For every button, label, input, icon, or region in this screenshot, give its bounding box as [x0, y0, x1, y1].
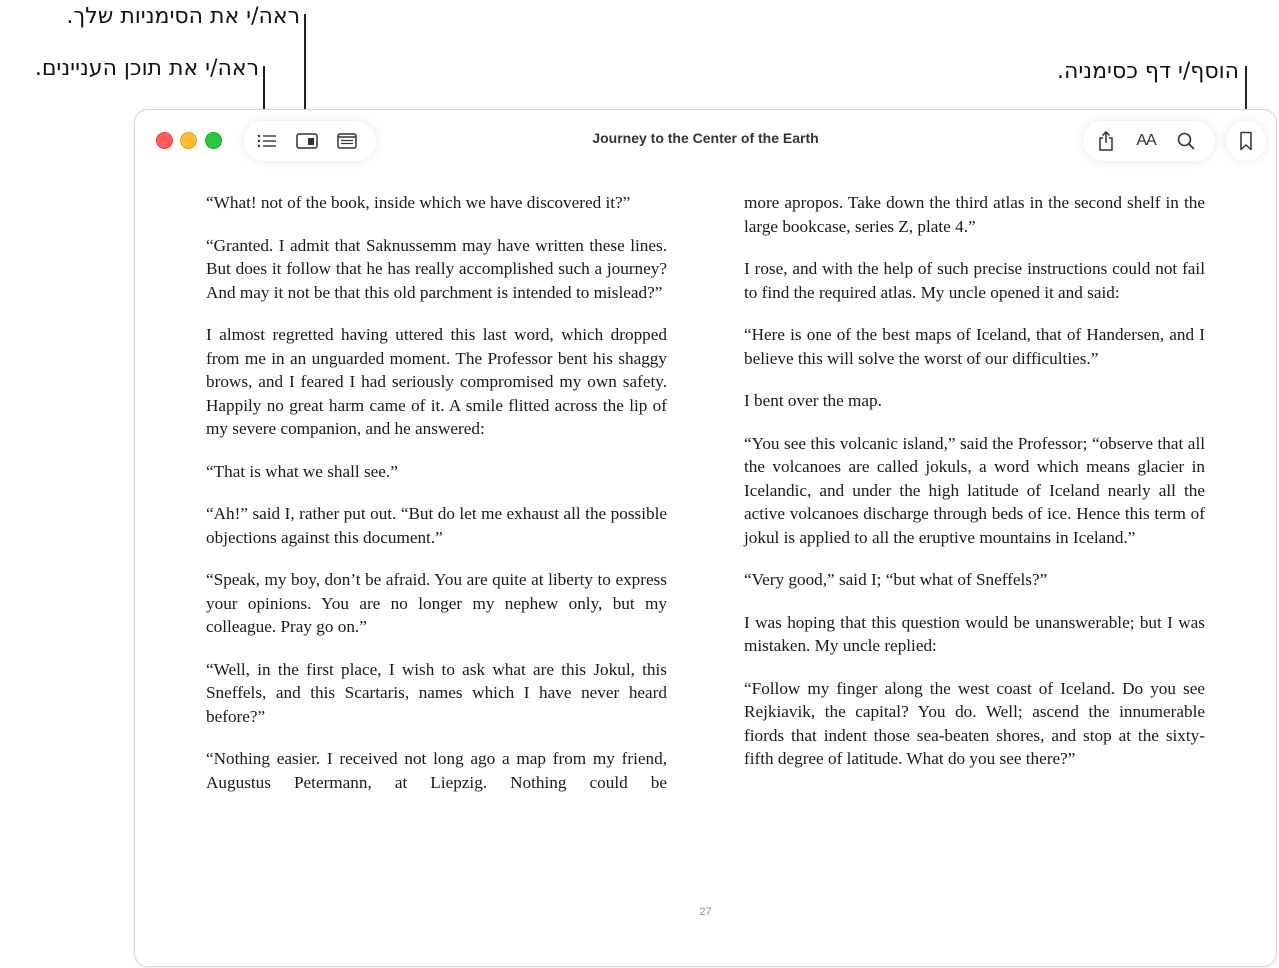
search-button[interactable]	[1166, 121, 1206, 161]
paragraph: “Speak, my boy, don’t be afraid. You are quite at liberty to express your opinions. You are no longer my nephew only, but my colleague. Pray go on.”	[206, 570, 667, 636]
font-size-icon: AA	[1136, 132, 1156, 149]
callout-bookmarks: ראה/י את הסימניות שלך.	[66, 4, 300, 29]
add-bookmark-button[interactable]	[1226, 121, 1266, 161]
left-page-column	[206, 191, 667, 813]
paragraph: I bent over the map.	[744, 391, 882, 410]
right-toolbar	[1083, 121, 1215, 161]
right-page-column	[744, 191, 1205, 790]
paragraph: “Nothing easier. I received not long ago a map from my friend, Augustus Petermann, at Liepzig. Nothing could be	[206, 749, 667, 792]
page-number: 27	[699, 906, 712, 918]
font-size-button[interactable]	[1126, 121, 1166, 161]
bookmark-icon	[1239, 131, 1253, 151]
share-button[interactable]	[1086, 121, 1126, 161]
paragraph: “Here is one of the best maps of Iceland, that of Handersen, and I believe this will solve the worst of our difficulties.”	[744, 325, 1205, 368]
callout-toc: ראה/י את תוכן העניינים.	[34, 56, 259, 81]
book-title: Journey to the Center of the Earth	[592, 130, 819, 146]
paragraph: I almost regretted having uttered this last word, which dropped from me in an unguarded moment. The Professor bent his shaggy brows, and I feared I had seriously compromised my own safety. Happily no great harm came of it. A smile flitted across the lip of my severe companion, and he answered:	[206, 325, 667, 438]
callout-add-bookmark: הוסף/י דף כסימניה.	[1057, 59, 1239, 84]
share-icon	[1098, 131, 1114, 151]
paragraph: “Follow my finger along the west coast of Iceland. Do you see Rejkiavik, the capital? You do. Well; ascend the innumerable fiords that indent those sea-beaten shores, and stop at the sixty-fifth degree of latitude. What do you see there?”	[744, 678, 1205, 768]
paragraph: I was hoping that this question would be unanswerable; but I was mistaken. My uncle replied:	[744, 612, 1205, 655]
paragraph: “Very good,” said I; “but what of Sneffels?”	[744, 570, 1048, 589]
paragraph: “Well, in the first place, I wish to ask what are this Jokul, this Sneffels, and this Scartaris, names which I have never heard before?”	[206, 659, 667, 726]
paragraph: more apropos. Take down the third atlas in the second shelf in the large bookcase, series Z, plate 4.”	[744, 193, 1205, 236]
search-icon	[1177, 132, 1195, 150]
callout-bookmarks-line	[304, 14, 306, 122]
paragraph: “What! not of the book, inside which we have discovered it?”	[206, 193, 631, 212]
paragraph: “You see this volcanic island,” said the Professor; “observe that all the volcanoes are called jokuls, a word which means glacier in Icelandic, and under the high latitude of Iceland nearly all the active volcanoes discharge through beds of ice. Hence this term of jokul is applied to all the eruptive mountains in Iceland.”	[744, 433, 1205, 547]
paragraph: “That is what we shall see.”	[206, 461, 398, 481]
paragraph: I rose, and with the help of such precise instructions could not fail to find the required atlas. My uncle opened it and said:	[744, 259, 1205, 302]
paragraph: “Granted. I admit that Saknussemm may have written these lines. But does it follow that he has really accomplished such a journey? And may it not be that this old parchment is intended to mislead?”	[206, 235, 667, 302]
paragraph: “Ah!” said I, rather put out. “But do let me exhaust all the possible objections against this document.”	[206, 504, 667, 547]
books-window	[134, 109, 1277, 967]
